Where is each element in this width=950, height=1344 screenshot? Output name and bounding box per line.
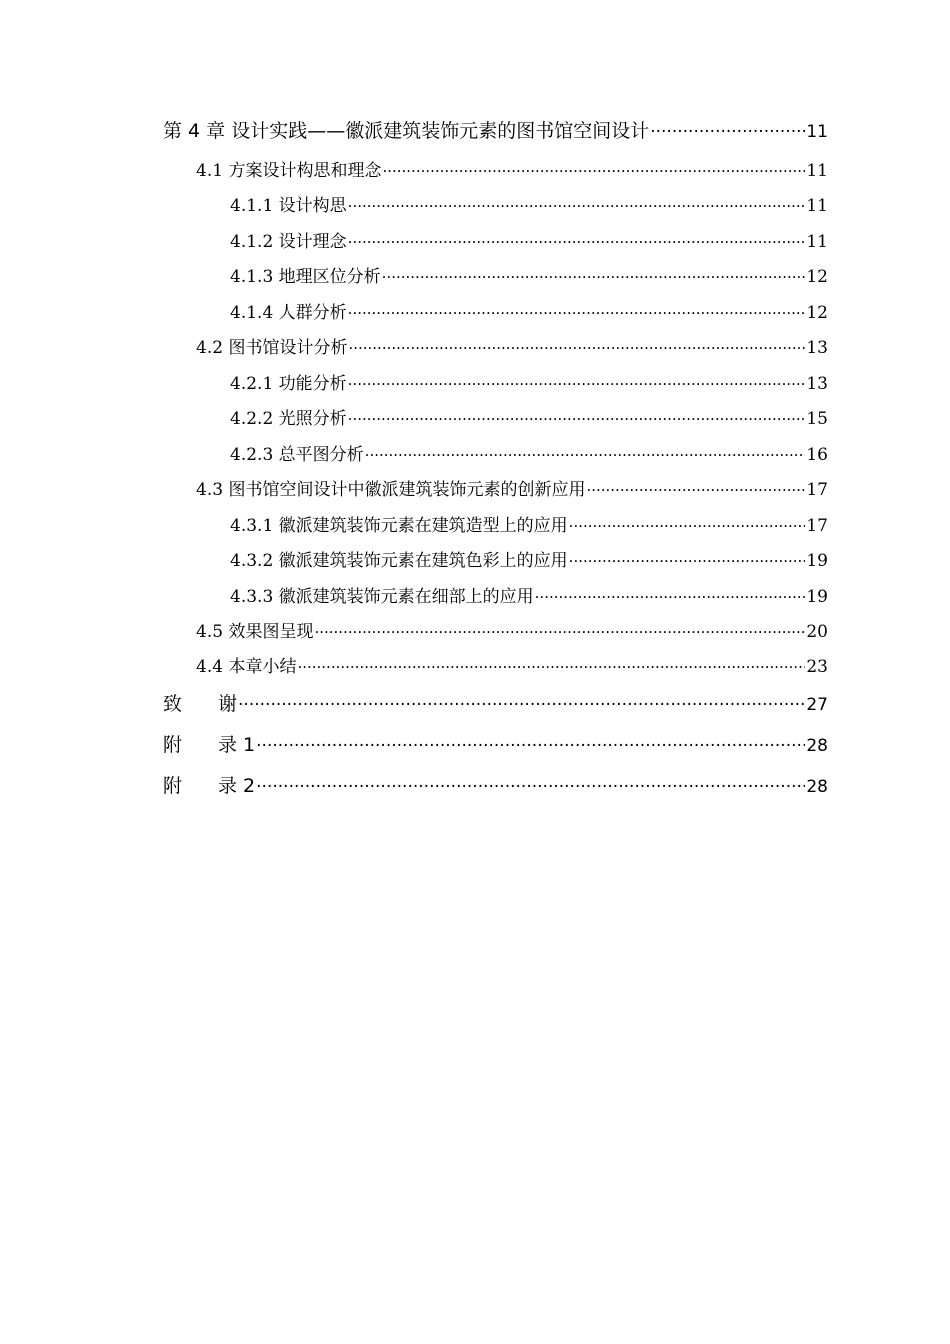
toc-entry-label: 4.2 图书馆设计分析 bbox=[196, 338, 348, 358]
dot-leader bbox=[256, 777, 805, 797]
toc-page-number: 13 bbox=[806, 374, 828, 394]
toc-page-number: 11 bbox=[806, 122, 828, 142]
toc-entry-4-3-3[interactable] bbox=[230, 582, 828, 607]
toc-entry-label: 4.1.1 设计构思 bbox=[230, 196, 347, 216]
toc-page-number: 19 bbox=[806, 587, 828, 607]
toc-page-number: 17 bbox=[806, 516, 828, 536]
toc-entry-chapter-4[interactable] bbox=[163, 116, 828, 143]
dot-leader bbox=[650, 122, 805, 142]
toc-entry-label: 4.1.2 设计理念 bbox=[230, 232, 347, 252]
toc-entry-appendix-1[interactable] bbox=[163, 730, 828, 757]
toc-entry-4-1-4[interactable] bbox=[230, 298, 828, 323]
toc-label-char: 附 bbox=[163, 775, 183, 797]
toc-page-number: 11 bbox=[806, 232, 828, 252]
toc-page-number: 20 bbox=[806, 622, 828, 642]
toc-entry-4-1-3[interactable] bbox=[230, 262, 828, 287]
toc-entry-4-2[interactable] bbox=[196, 333, 828, 358]
toc-entry-4-1[interactable] bbox=[196, 156, 828, 181]
toc-entry-label: 4.1 方案设计构思和理念 bbox=[196, 161, 382, 181]
toc-entry-appendix-2[interactable] bbox=[163, 771, 828, 798]
toc-entry-label: 4.3.1 徽派建筑装饰元素在建筑造型上的应用 bbox=[230, 516, 568, 536]
toc-page-number: 17 bbox=[806, 480, 828, 500]
toc-page-number: 16 bbox=[806, 445, 828, 465]
dot-leader bbox=[569, 552, 806, 570]
toc-entry-label: 4.1.3 地理区位分析 bbox=[230, 267, 381, 287]
dot-leader bbox=[314, 623, 805, 641]
toc-entry-label: 4.3.3 徽派建筑装饰元素在细部上的应用 bbox=[230, 587, 534, 607]
toc-page-number: 15 bbox=[806, 409, 828, 429]
toc-entry-label bbox=[163, 771, 255, 798]
dot-leader bbox=[348, 339, 805, 357]
toc-entry-acknowledgements[interactable] bbox=[163, 689, 828, 716]
toc-label-char: 录 2 bbox=[218, 775, 256, 797]
toc-page-number: 11 bbox=[806, 161, 828, 181]
toc-page-number: 28 bbox=[806, 736, 828, 756]
toc-entry-4-1-2[interactable] bbox=[230, 227, 828, 252]
dot-leader bbox=[586, 481, 805, 499]
toc-page-number: 23 bbox=[806, 657, 828, 677]
toc-entry-4-3[interactable] bbox=[196, 475, 828, 500]
toc-page-number: 27 bbox=[806, 695, 828, 715]
toc-entry-4-5[interactable] bbox=[196, 617, 828, 642]
toc-entry-label: 4.2.2 光照分析 bbox=[230, 409, 347, 429]
toc-page-number: 19 bbox=[806, 551, 828, 571]
dot-leader bbox=[569, 517, 806, 535]
toc-entry-4-3-2[interactable] bbox=[230, 546, 828, 571]
toc-entry-4-2-2[interactable] bbox=[230, 404, 828, 429]
toc-entry-label bbox=[163, 689, 237, 716]
toc-entry-4-2-3[interactable] bbox=[230, 440, 828, 465]
dot-leader bbox=[382, 268, 806, 286]
toc-entry-label: 4.5 效果图呈现 bbox=[196, 622, 314, 642]
dot-leader bbox=[382, 162, 805, 180]
dot-leader bbox=[348, 375, 806, 393]
toc-page-number: 12 bbox=[806, 303, 828, 323]
toc-entry-4-1-1[interactable] bbox=[230, 191, 828, 216]
toc-page-number: 13 bbox=[806, 338, 828, 358]
toc-label-char: 附 bbox=[163, 734, 183, 756]
dot-leader bbox=[348, 197, 806, 215]
toc-entry-label: 4.2.3 总平图分析 bbox=[230, 445, 364, 465]
dot-leader bbox=[348, 304, 806, 322]
toc-entry-label: 4.4 本章小结 bbox=[196, 657, 297, 677]
dot-leader bbox=[348, 233, 806, 251]
toc-entry-label: 4.1.4 人群分析 bbox=[230, 303, 347, 323]
dot-leader bbox=[365, 446, 806, 464]
dot-leader bbox=[348, 410, 806, 428]
dot-leader bbox=[256, 736, 805, 756]
toc-page-number: 11 bbox=[806, 196, 828, 216]
toc-entry-4-2-1[interactable] bbox=[230, 369, 828, 394]
toc-page-number: 12 bbox=[806, 267, 828, 287]
toc-label-char: 录 1 bbox=[218, 734, 256, 756]
toc-entry-label: 第 4 章 设计实践——徽派建筑装饰元素的图书馆空间设计 bbox=[163, 120, 650, 142]
toc-entry-label: 4.3.2 徽派建筑装饰元素在建筑色彩上的应用 bbox=[230, 551, 568, 571]
dot-leader bbox=[238, 695, 805, 715]
toc-label-char: 致 bbox=[163, 693, 183, 715]
toc-entry-label: 4.3 图书馆空间设计中徽派建筑装饰元素的创新应用 bbox=[196, 480, 586, 500]
toc-entry-label bbox=[163, 730, 255, 757]
dot-leader bbox=[535, 588, 806, 606]
dot-leader bbox=[297, 658, 805, 676]
toc-page-number: 28 bbox=[806, 777, 828, 797]
toc-entry-4-4[interactable] bbox=[196, 652, 828, 677]
toc-entry-4-3-1[interactable] bbox=[230, 511, 828, 536]
toc-label-char: 谢 bbox=[218, 693, 238, 715]
toc-entry-label: 4.2.1 功能分析 bbox=[230, 374, 347, 394]
